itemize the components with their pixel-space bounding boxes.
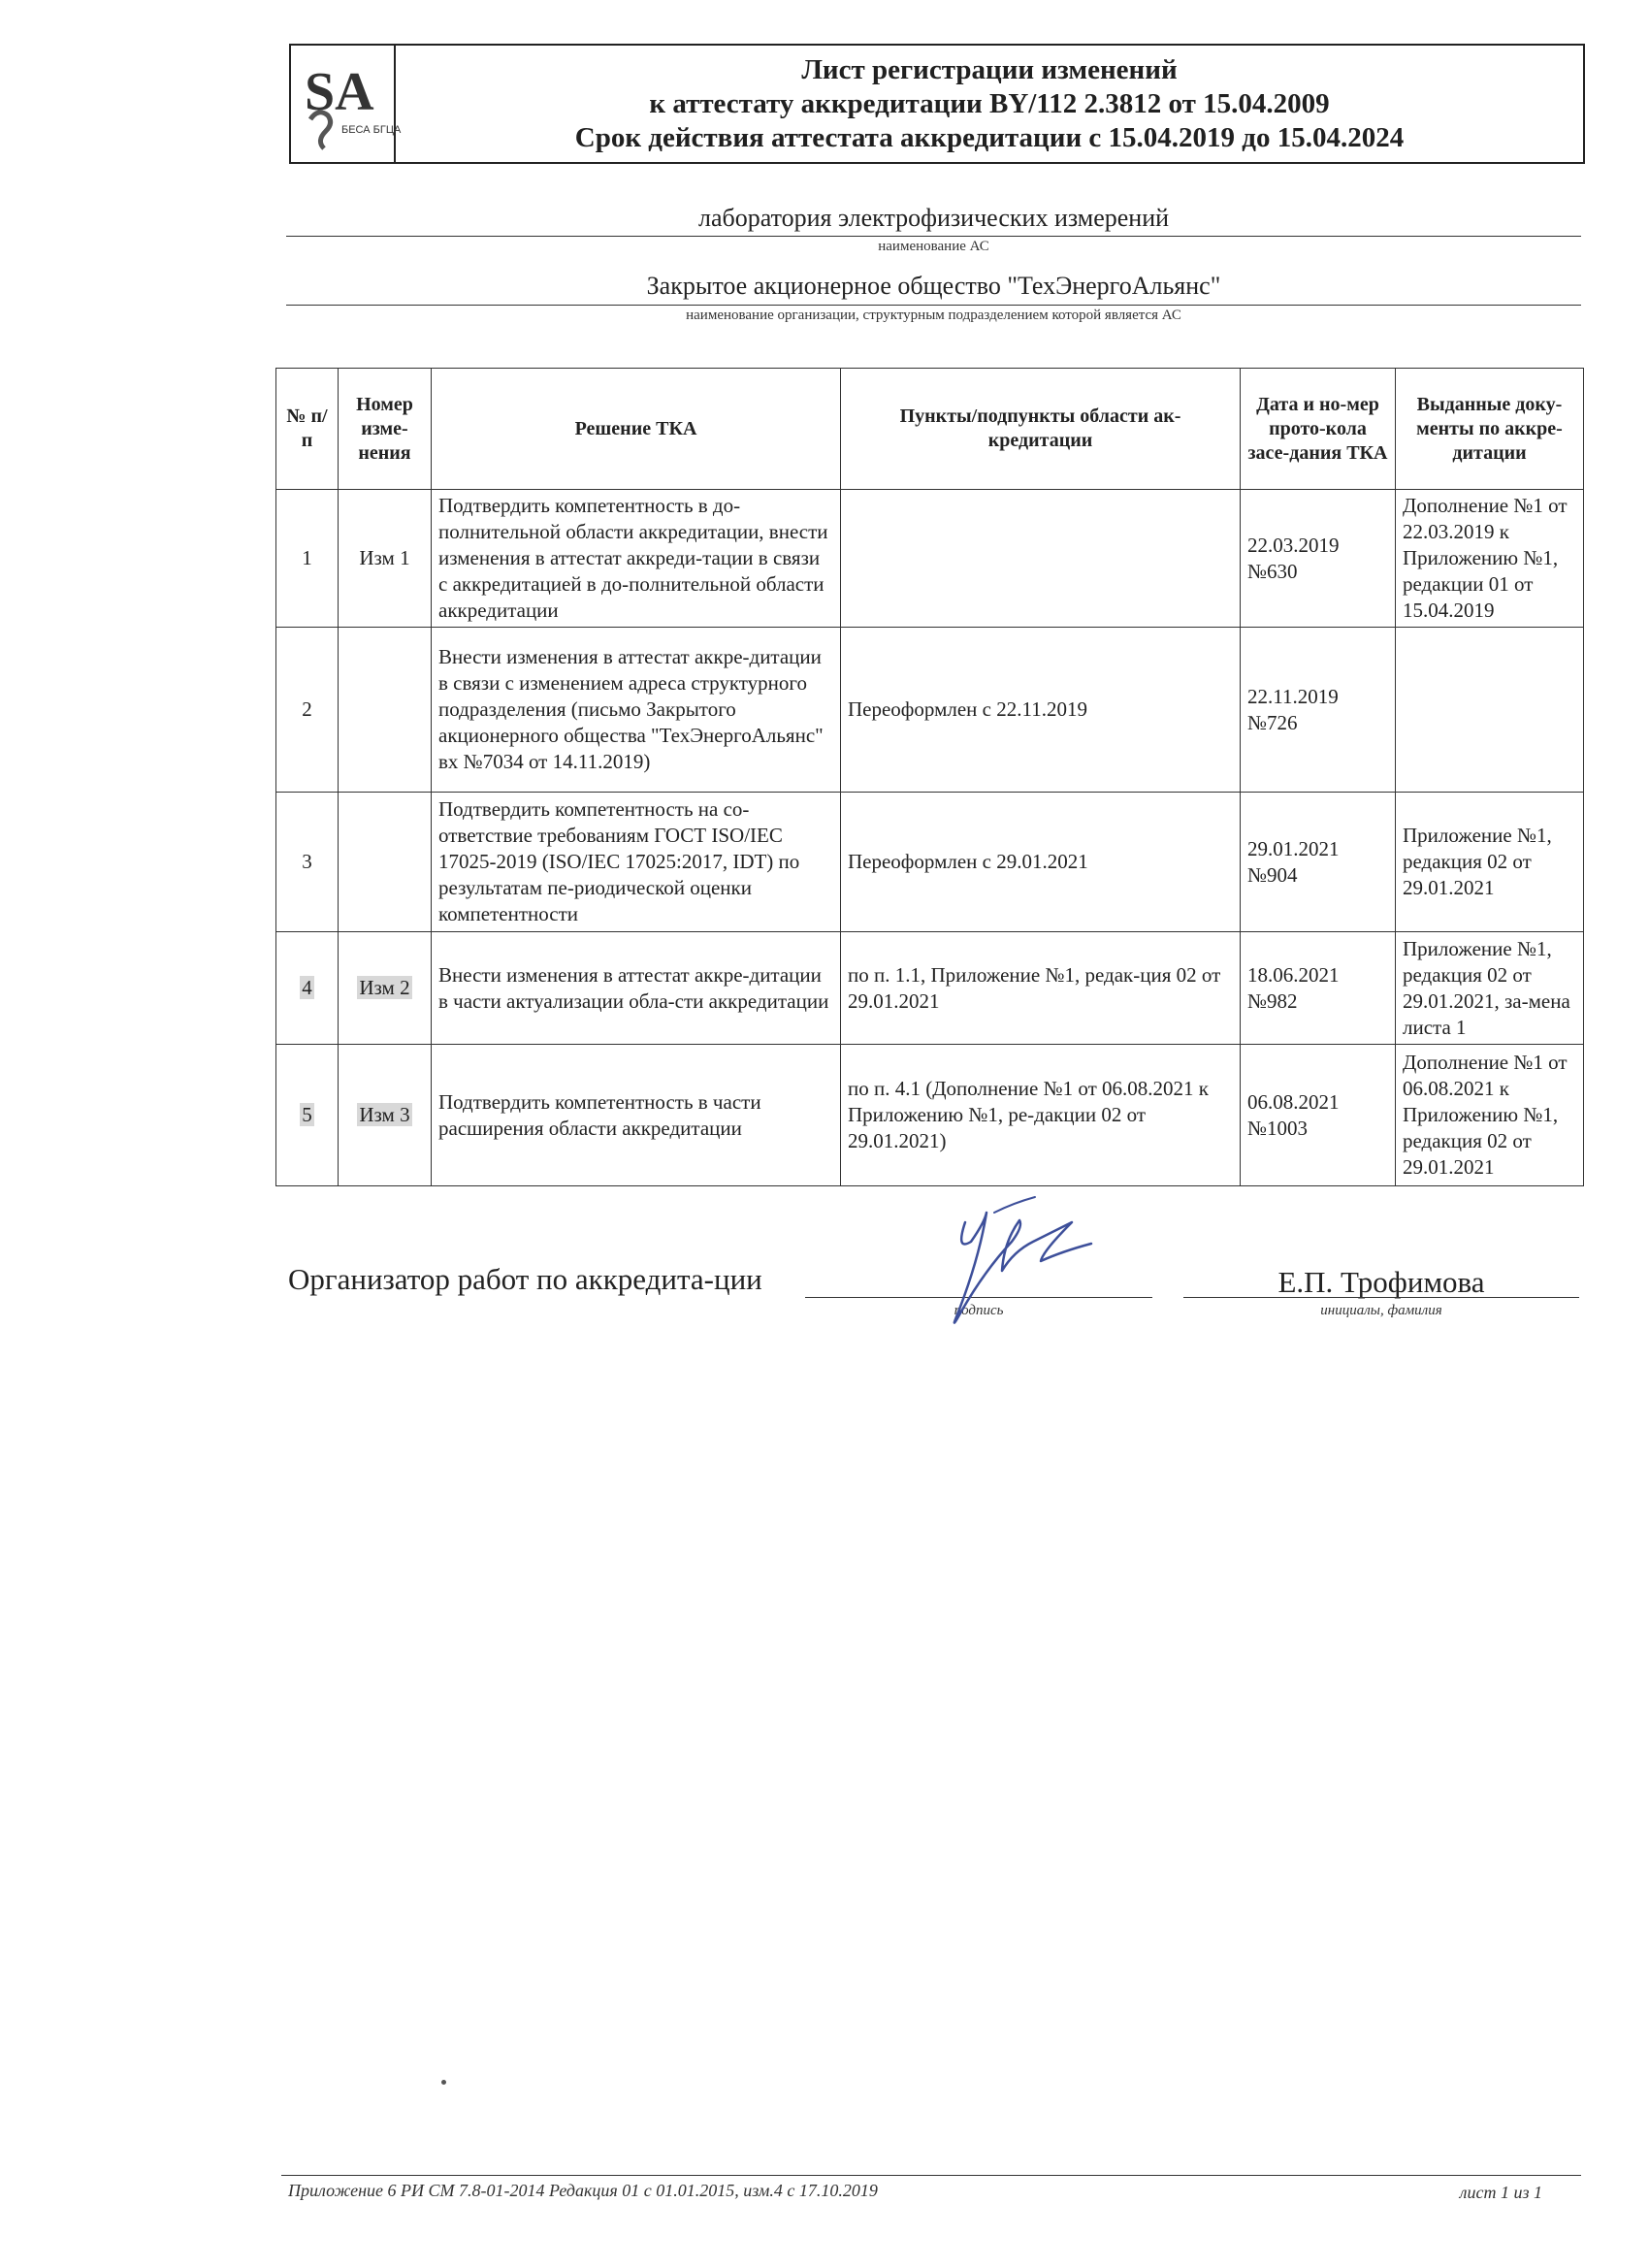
table-header-row xyxy=(276,369,1584,490)
cell-change-highlight: Изм 2 xyxy=(359,976,410,999)
title-block xyxy=(396,46,1583,162)
cell-docs: Приложение №1, редакция 02 от 29.01.2021, за-мена листа 1 xyxy=(1396,932,1584,1045)
cell-change xyxy=(339,793,432,932)
table-row xyxy=(276,490,1584,628)
org-caption: наименование организации, структурным подразделением которой является АС xyxy=(686,308,1181,323)
col-header-decision: Решение ТКА xyxy=(432,369,841,490)
footer-rule xyxy=(281,2175,1581,2176)
cell-protocol: 22.11.2019 №726 xyxy=(1241,628,1396,793)
cell-change xyxy=(339,932,432,1045)
paper-speck xyxy=(441,2080,446,2085)
cell-protocol: 06.08.2021 №1003 xyxy=(1241,1045,1396,1186)
signature-caption: подпись xyxy=(954,1303,1004,1318)
lab-name-rule xyxy=(286,236,1581,237)
cell-change xyxy=(339,628,432,793)
col-header-docs: Выданные доку-менты по аккре-дитации xyxy=(1396,369,1584,490)
bgca-logo xyxy=(301,51,402,156)
cell-change-highlight: Изм 3 xyxy=(359,1103,410,1126)
table-row xyxy=(276,1045,1584,1186)
cell-points: Переоформлен с 22.11.2019 xyxy=(841,628,1241,793)
cell-decision: Внести изменения в аттестат аккре-дитации в связи с изменением адреса структурного подразделения (письмо Закрытого акционерного общества "ТехЭнергоАльянс" вх №7034 от 14.11.2019) xyxy=(432,628,841,793)
cell-change: Изм 1 xyxy=(339,490,432,628)
footer-page-number: лист 1 из 1 xyxy=(1459,2183,1542,2202)
lab-name: лаборатория электрофизических измерений xyxy=(697,204,1170,232)
cell-points: Переоформлен с 29.01.2021 xyxy=(841,793,1241,932)
title-line-1: Лист регистрации изменений xyxy=(801,53,1178,85)
col-header-protocol: Дата и но-мер прото-кола засе-дания ТКА xyxy=(1241,369,1396,490)
table-row xyxy=(276,628,1584,793)
cell-decision: Подтвердить компетентность на со-ответствие требованиям ГОСТ ISO/IEC 17025-2019 (ISO/IEC 17025:2017, IDT) по результатам пе-риодической оценки компетентности xyxy=(432,793,841,932)
cell-protocol: 18.06.2021 №982 xyxy=(1241,932,1396,1045)
col-header-num: № п/п xyxy=(276,369,339,490)
document-header xyxy=(289,44,1585,164)
cell-docs: Дополнение №1 от 06.08.2021 к Приложению №1, редакция 02 от 29.01.2021 xyxy=(1396,1045,1584,1186)
name-rule xyxy=(1183,1297,1579,1298)
cell-decision: Внести изменения в аттестат аккре-дитации в части актуализации обла-сти аккредитации xyxy=(432,932,841,1045)
organizer-label: Организатор работ по аккредита-ции xyxy=(288,1262,762,1296)
lab-caption: наименование АС xyxy=(878,239,989,254)
cell-num: 1 xyxy=(276,490,339,628)
logo-subtext: БЕСА БГЦА xyxy=(341,124,402,136)
logo-cell xyxy=(291,46,402,162)
cell-decision: Подтвердить компетентность в до-полнительной области аккредитации, внести изменения в аттестат аккреди-тации в связи с аккредитацией в до-полнительной области аккредитации xyxy=(432,490,841,628)
cell-docs xyxy=(1396,628,1584,793)
cell-protocol: 22.03.2019 №630 xyxy=(1241,490,1396,628)
org-name: Закрытое акционерное общество "ТехЭнергоАльянс" xyxy=(646,272,1221,300)
cell-points: по п. 4.1 (Дополнение №1 от 06.08.2021 к Приложению №1, ре-дакции 02 от 29.01.2021) xyxy=(841,1045,1241,1186)
cell-num xyxy=(276,932,339,1045)
title-line-3: Срок действия аттестата аккредитации с 15.04.2019 до 15.04.2024 xyxy=(574,121,1405,153)
cell-protocol: 29.01.2021 №904 xyxy=(1241,793,1396,932)
cell-num-highlight: 5 xyxy=(302,1103,312,1126)
signer-name: Е.П. Трофимова xyxy=(1277,1265,1485,1299)
title-line-2: к аттестату аккредитации BY/112 2.3812 от 15.04.2009 xyxy=(649,87,1330,119)
cell-points xyxy=(841,490,1241,628)
footer-reference: Приложение 6 РИ СМ 7.8-01-2014 Редакция 01 с 01.01.2015, изм.4 с 17.10.2019 xyxy=(288,2181,878,2200)
cell-num-highlight: 4 xyxy=(302,976,312,999)
cell-docs: Приложение №1, редакция 02 от 29.01.2021 xyxy=(1396,793,1584,932)
cell-num: 3 xyxy=(276,793,339,932)
cell-points: по п. 1.1, Приложение №1, редак-ция 02 от 29.01.2021 xyxy=(841,932,1241,1045)
col-header-change: Номер изме-нения xyxy=(339,369,432,490)
table-row xyxy=(276,932,1584,1045)
cell-decision: Подтвердить компетентность в части расширения области аккредитации xyxy=(432,1045,841,1186)
cell-num xyxy=(276,1045,339,1186)
cell-change xyxy=(339,1045,432,1186)
table-row xyxy=(276,793,1584,932)
handwritten-signature xyxy=(926,1183,1101,1334)
changes-table xyxy=(275,368,1584,1186)
name-caption: инициалы, фамилия xyxy=(1320,1303,1442,1318)
logo-letters: SA xyxy=(305,62,374,122)
cell-num: 2 xyxy=(276,628,339,793)
cell-docs: Дополнение №1 от 22.03.2019 к Приложению №1, редакции 01 от 15.04.2019 xyxy=(1396,490,1584,628)
org-name-rule xyxy=(286,305,1581,306)
col-header-points: Пункты/подпункты области ак-кредитации xyxy=(841,369,1241,490)
